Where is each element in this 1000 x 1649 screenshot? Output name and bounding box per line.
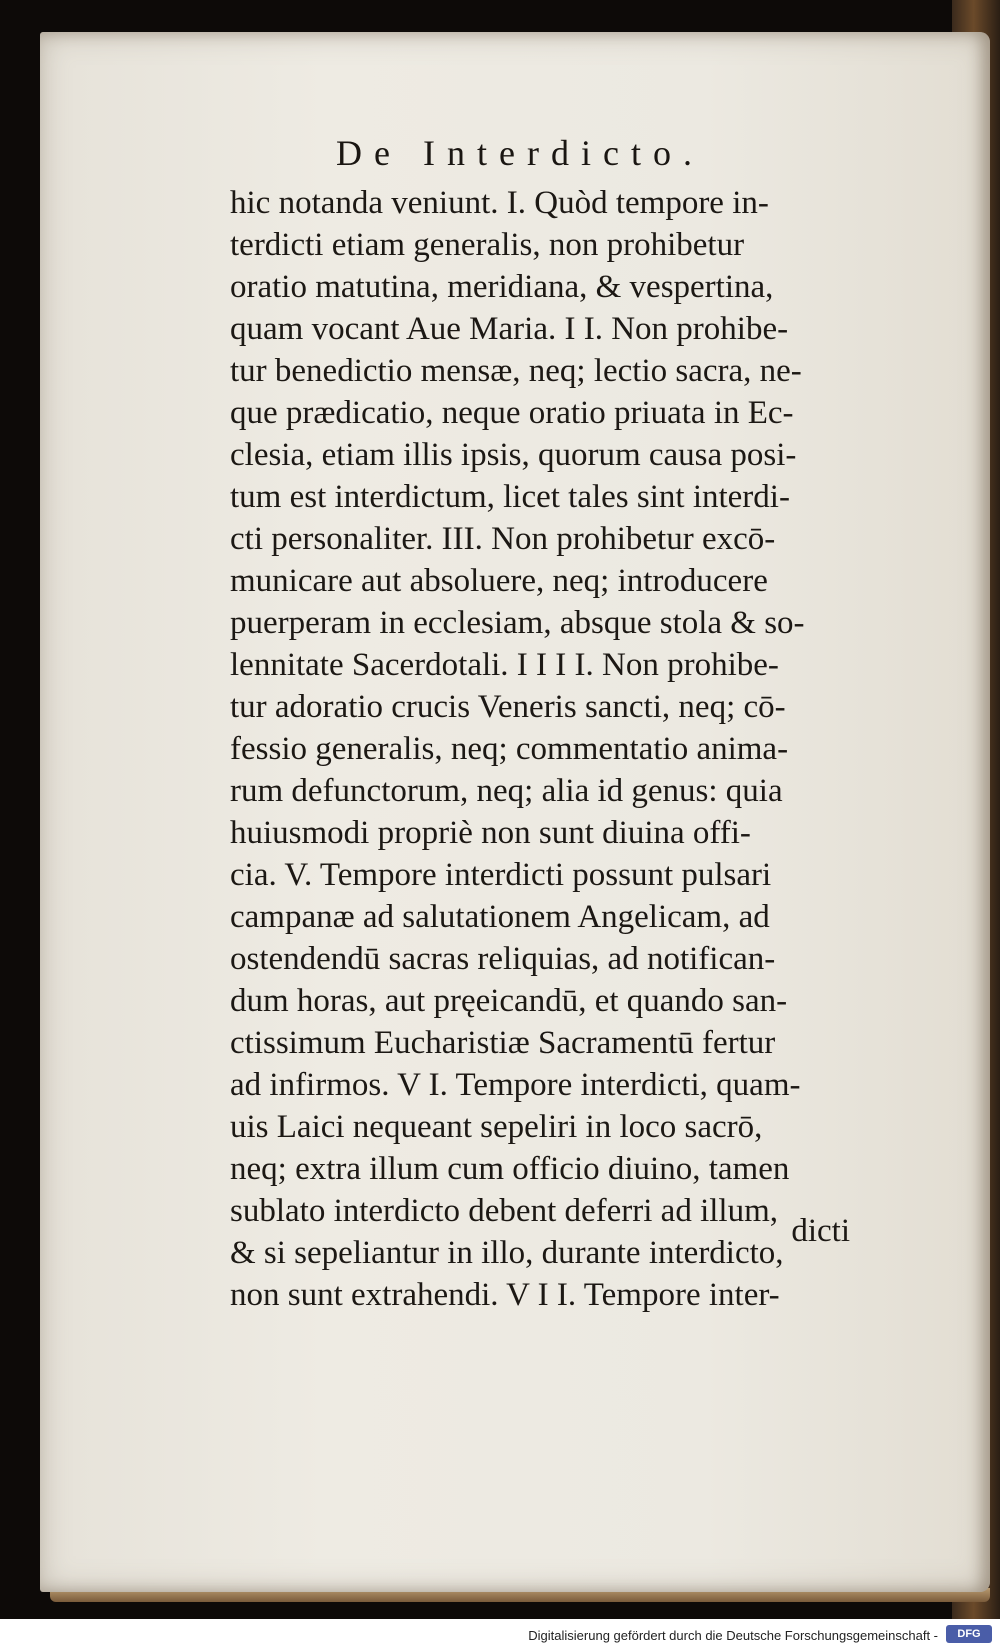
catchword: dicti [791, 1213, 850, 1249]
text-block [230, 182, 850, 1316]
text-line: puerperam in ecclesiam, absque stola & so- [230, 605, 805, 641]
text-line: non sunt extrahendi. V I I. Tempore inter- [230, 1277, 780, 1313]
text-line: neq; extra illum cum officio diuino, tamen [230, 1151, 790, 1187]
text-line: hic notanda veniunt. I. Quòd tempore in- [230, 185, 769, 221]
text-line: tur adoratio crucis Veneris sancti, neq; cō- [230, 689, 786, 725]
text-line: terdicti etiam generalis, non prohibetur [230, 227, 745, 263]
text-line: campanæ ad salutationem Angelicam, ad [230, 899, 770, 935]
text-line: oratio matutina, meridiana, & vespertina, [230, 269, 774, 305]
text-line: ostendendū sacras reliquias, ad notifican- [230, 941, 776, 977]
text-line: tur benedictio mensæ, neq; lectio sacra, ne- [230, 353, 802, 389]
text-line: clesia, etiam illis ipsis, quorum causa posi- [230, 437, 797, 473]
running-head: De Interdicto. [336, 133, 704, 173]
text-line: tum est interdictum, licet tales sint interdi- [230, 479, 790, 515]
text-line: quam vocant Aue Maria. I I. Non prohibe- [230, 311, 789, 347]
text-line: municare aut absoluere, neq; introducere [230, 563, 768, 599]
text-line: sublato interdicto debent deferri ad illum, [230, 1193, 778, 1229]
dfg-logo-icon: DFG [946, 1625, 992, 1643]
text-line: lennitate Sacerdotali. I I I I. Non prohibe- [230, 647, 779, 683]
text-line: fessio generalis, neq; commentatio anima- [230, 731, 789, 767]
text-line: & si sepeliantur in illo, durante interdicto, [230, 1235, 784, 1271]
text-line: ctissimum Eucharistiæ Sacramentū fertur [230, 1025, 776, 1061]
text-line: cti personaliter. III. Non prohibetur excō- [230, 521, 776, 557]
text-line: cia. V. Tempore interdicti possunt pulsari [230, 857, 772, 893]
text-line: ad infirmos. V I. Tempore interdicti, quam- [230, 1067, 801, 1103]
text-line: dum horas, aut pręeicandū, et quando san- [230, 983, 788, 1019]
footer-bar [0, 1619, 1000, 1649]
digitization-credit: Digitalisierung gefördert durch die Deutsche Forschungsgemeinschaft - [528, 1628, 938, 1643]
text-line: que prædicatio, neque oratio priuata in Ec- [230, 395, 794, 431]
text-line: rum defunctorum, neq; alia id genus: quia [230, 773, 783, 809]
text-line: huiusmodi propriè non sunt diuina offi- [230, 815, 751, 851]
text-line: uis Laici nequeant sepeliri in loco sacrō, [230, 1109, 763, 1145]
